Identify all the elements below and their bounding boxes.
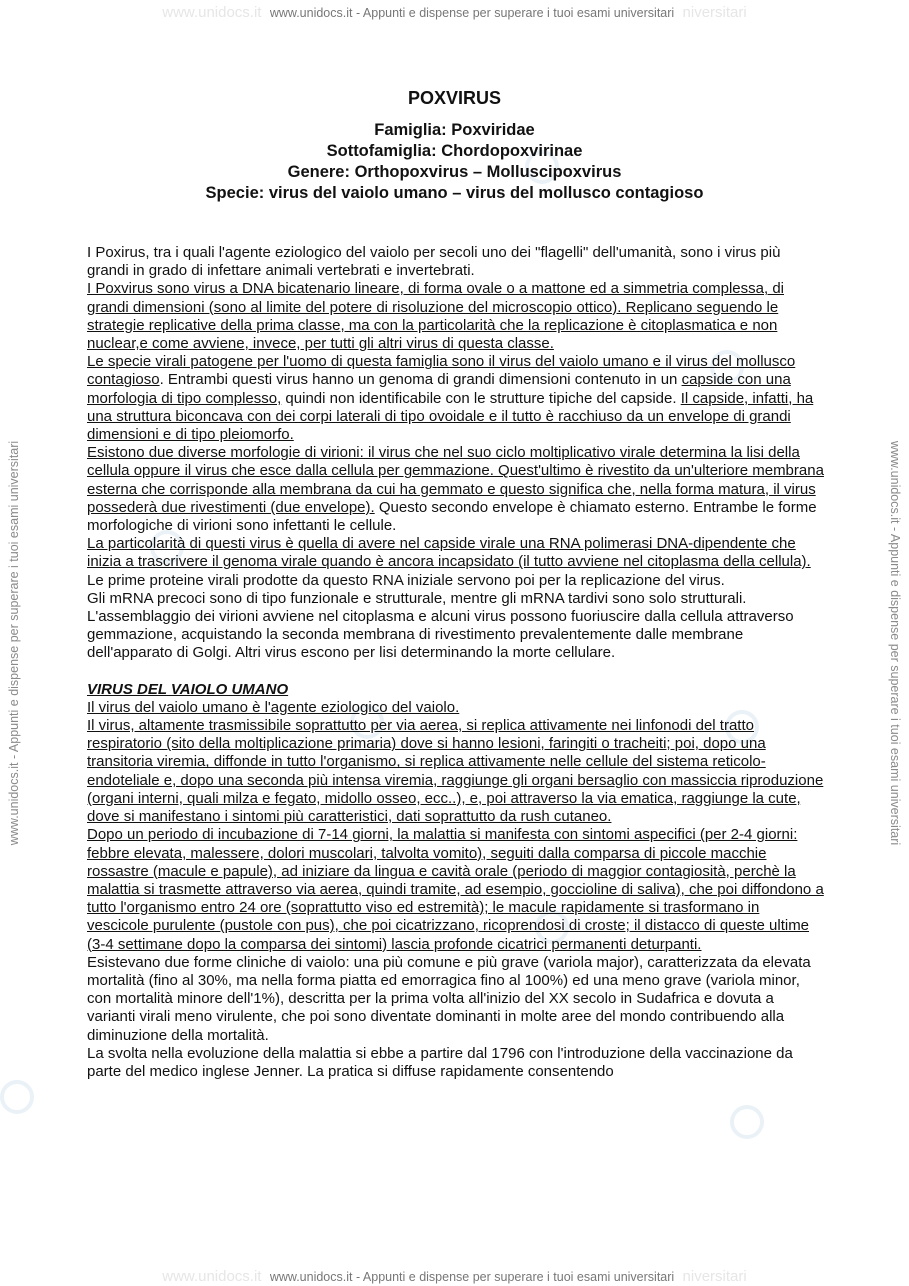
text-span: La particolarità di questi virus è quella di avere nel capside virale una RNA polimerasi DNA-dipendente che inizia a trascrivere il genoma virale quando è ancora incapsidato (il tutto avviene nel citoplasma della cellula).	[87, 535, 811, 571]
watermark-left: www.unidocs.it - Appunti e dispense per superare i tuoi esami universitari	[7, 440, 21, 846]
taxonomy-family: Famiglia: Poxviridae	[374, 121, 535, 139]
paragraph-intro: I Poxirus, tra i quali l'agente eziologico del vaiolo per secoli uno dei "flagelli" dell'umanità, sono i virus più grandi in grado di infettare animali vertebrati e invertebrati.	[87, 244, 781, 280]
page-title: POXVIRUS	[407, 88, 502, 108]
paragraph-agent: Il virus del vaiolo umano è l'agente eziologico del vaiolo.	[87, 698, 460, 716]
paragraph-species	[87, 353, 824, 444]
section-title-smallpox: VIRUS DEL VAIOLO UMANO	[87, 680, 289, 698]
ghost-watermark-right: niversitari	[674, 4, 747, 21]
text-span: Le specie virali patogene per l'uomo di questa famiglia sono il virus del vaiolo umano e il virus del mollusco contagioso	[87, 353, 796, 389]
paragraph-vaccination: La svolta nella evoluzione della malattia si ebbe a partire dal 1796 con l'introduzione della vaccinazione da parte del medico inglese Jenner. La pratica si diffuse rapidamente consentendo	[87, 1044, 793, 1080]
text-span: quindi non identificabile con le strutture tipiche del capside.	[281, 389, 681, 407]
paragraph-mrna: Gli mRNA precoci sono di tipo funzionale e strutturale, mentre gli mRNA tardivi sono solo strutturali.	[87, 589, 747, 607]
paragraph-polymerase	[87, 535, 824, 590]
ghost-watermark-left: www.unidocs.it	[162, 1268, 270, 1285]
paragraph-assembly: L'assemblaggio dei virioni avviene nel citoplasma e alcuni virus possono fuoriuscire dalla cellula attraverso gemmazione, acquistando la seconda membrana di rivestimento prevalentemente dalle membrane dell'apparato di Golgi. Altri virus escono per lisi determinando la morte cellulare.	[87, 608, 794, 662]
paragraph-transmission: Il virus, altamente trasmissibile soprattutto per via aerea, si replica attivamente nei linfonodi del tratto respiratorio (sito della moltiplicazione primaria) dove si hanno lesioni, faringiti o tracheiti; poi, dopo una transitoria viremia, diffonde in tutto l'organismo, si replica attivamente nelle cellule del sistema reticolo-endoteliale e, dopo una seconda più intensa viremia, raggiunge gli organi bersaglio con massiccia riproduzione (organi interni, quali milza e fegato, midollo osseo, ecc..), e, poi attraverso la via ematica, raggiunge la cute, dove si manifestano i sintomi più caratteristici, dati soprattutto da rush cutaneo.	[87, 717, 824, 826]
watermark-top	[0, 4, 909, 21]
unidocs-stamp-icon	[730, 1105, 764, 1139]
ghost-watermark-right: niversitari	[674, 1268, 747, 1285]
text-span: Esistono due diverse morfologie di virioni: il virus che nel suo ciclo moltiplicativo virale determina la lisi della cellula oppure il virus che esce dalla cellula per gemmazione. Quest'ultimo è rivestito da un'ulteriore membrana esterna che corrisponde alla membrana da cui ha gemmato e questo significa che, nella forma matura, il virus possederà due rivestimenti (due envelope).	[87, 444, 824, 516]
text-span: . Entrambi questi virus hanno un genoma di grandi dimensioni contenuto in un	[159, 371, 682, 389]
unidocs-stamp-icon	[0, 1080, 34, 1114]
watermark-bottom-text: www.unidocs.it - Appunti e dispense per superare i tuoi esami universitari	[269, 1270, 675, 1284]
text-span: Le prime proteine virali prodotte da questo RNA iniziale servono poi per la replicazione del virus.	[87, 571, 725, 589]
text-span: capside con una morfologia di tipo complesso,	[87, 371, 791, 407]
paragraph-morphology	[87, 444, 824, 535]
paragraph-symptoms: Dopo un periodo di incubazione di 7-14 giorni, la malattia si manifesta con sintomi aspecifici (per 2-4 giorni: febbre elevata, malessere, dolori muscolari, talvolta vomito), seguiti dalla comparsa di piccole macchie rossastre (macule e papule), ad iniziare da lingua e cavità orale (periodo di maggior contagiosità, perchè la malattia si trasmette attraverso via aerea, quindi tramite, ad esempio, goccioline di saliva), che poi diffondono a tutto l'organismo entro 24 ore (soprattutto viso ed estremità); le macule rapidamente si trasformano in vescicole purulente (pustole con pus), che poi cicatrizzano, ricoprendosi di croste; il distacco di queste ultime (3-4 settimane dopo la comparsa dei sintomi) lascia profonde cicatrici permanenti deturpanti.	[87, 826, 824, 953]
paragraph-structure: I Poxvirus sono virus a DNA bicatenario lineare, di forma ovale o a mattone ed a simmetria complessa, di grandi dimensioni (sono al limite del potere di risoluzione del microscopio ottico). Replicano seguendo le strategie replicative della prima classe, ma con la particolarità che la replicazione è citoplasmatica e non nuclear,e come avviene, invece, per tutti gli altri virus di questa classe.	[87, 280, 784, 353]
paragraph-clinical-forms: Esistevano due forme cliniche di vaiolo: una più comune e più grave (variola major), caratterizzata da elevata mortalità (fino al 30%, ma nella forma piatta ed emorragica fino al 100%) ed una meno grave (variola minor, con mortalità minore dell'1%), descritta per la prima volta all'inizio del XX secolo in Sudafrica e dovuta a varianti virali meno virulente, che poi sono diventate dominanti in molte aree del mondo contribuendo alla diminuzione della mortalità.	[87, 953, 811, 1044]
text-span: Il capside, infatti, ha una struttura biconcava con dei corpi laterali di tipo ovoidale e il tutto è racchiuso da un envelope di grandi dimensioni e di tipo pleiomorfo.	[87, 389, 814, 444]
taxonomy-genus: Genere: Orthopoxvirus – Molluscipoxvirus	[287, 163, 622, 181]
watermark-bottom	[0, 1268, 909, 1285]
taxonomy-species: Specie: virus del vaiolo umano – virus del mollusco contagioso	[205, 184, 704, 202]
taxonomy-subfamily: Sottofamiglia: Chordopoxvirinae	[326, 142, 583, 160]
ghost-watermark-left: www.unidocs.it	[162, 4, 270, 21]
text-span: Questo secondo envelope è chiamato esterno. Entrambe le forme morfologiche di virioni sono infettanti le cellule.	[87, 498, 817, 535]
watermark-top-text: www.unidocs.it - Appunti e dispense per superare i tuoi esami universitari	[269, 6, 675, 20]
watermark-right: www.unidocs.it - Appunti e dispense per superare i tuoi esami universitari	[888, 440, 902, 846]
document-body	[87, 244, 824, 1081]
